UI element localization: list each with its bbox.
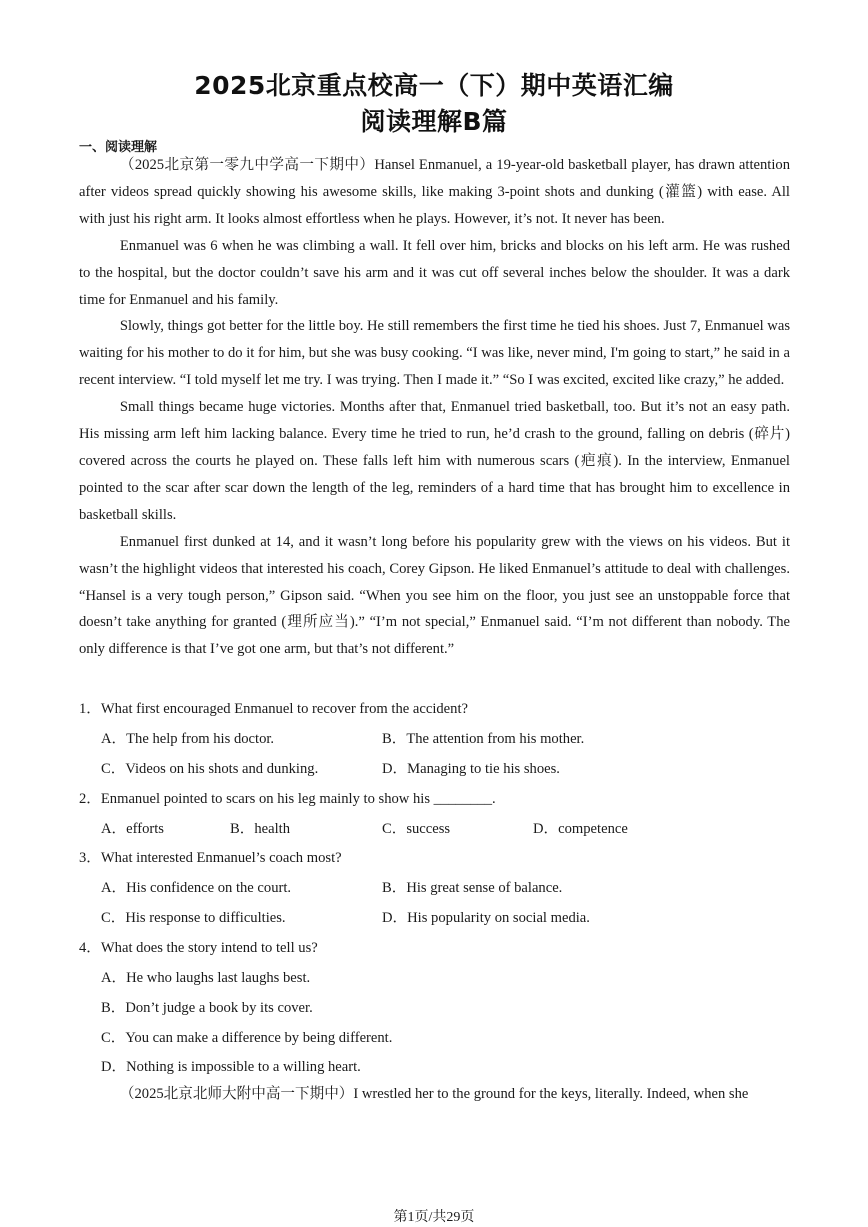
answer-option: C．You can make a difference by being different. — [101, 1030, 393, 1046]
answer-option: B．His great sense of balance. — [382, 880, 563, 896]
answer-option: C．success — [382, 821, 451, 837]
answer-option: B．health — [230, 821, 290, 837]
question-stem: 2．Enmanuel pointed to scars on his leg mainly to show his ________. — [79, 791, 496, 807]
question-stem: 3．What interested Enmanuel’s coach most? — [79, 850, 342, 866]
answer-option: D．Managing to tie his shoes. — [382, 761, 560, 777]
passage-paragraph: Small things became huge victories. Months after that, Enmanuel tried basketball, too. But it’s not an easy path. His missing arm left him lacking balance. Every time he tried to run, he’d crash to the ground, falling on debris (碎片) covered across the courts he played on. These falls left him with numerous scars (疤痕). In the interview, Enmanuel pointed to the scar after scar down the length of the leg, reminders of a hard time that has brought him to excellence in basketball skills. — [79, 399, 790, 523]
answer-option: D．Nothing is impossible to a willing heart. — [101, 1059, 361, 1075]
page-title: 2025北京重点校高一（下）期中英语汇编 — [194, 71, 674, 100]
answer-option: C．His response to difficulties. — [101, 910, 286, 926]
answer-option: B．Don’t judge a book by its cover. — [101, 1000, 313, 1016]
question-stem: 4．What does the story intend to tell us? — [79, 940, 318, 956]
next-passage-start: （2025北京北师大附中高一下期中）I wrestled her to the ground for the keys, literally. Indeed, when she — [119, 1086, 749, 1102]
answer-option: B．The attention from his mother. — [382, 731, 585, 747]
reading-passage — [79, 152, 790, 663]
passage-paragraph: Enmanuel first dunked at 14, and it wasn’t long before his popularity grew with the views on his videos. But it wasn’t the highlight videos that interested his coach, Corey Gipson. He liked Enmanuel’s attitude to deal with challenges. “Hansel is a very tough person,” Gipson said. “When you see him on the floor, you just see an unstoppable force that doesn’t take anything for granted (理所应当).” “I’m not special,” Enmanuel said. “I’m not different than nobody. The only difference is that I’ve got one arm, but that’s not different.” — [79, 533, 790, 658]
answer-option: D．His popularity on social media. — [382, 910, 590, 926]
answer-option: D．competence — [533, 821, 628, 837]
page-subtitle: 阅读理解B篇 — [360, 107, 508, 136]
passage-paragraph: Enmanuel was 6 when he was climbing a wall. It fell over him, bricks and blocks on his left arm. He was rushed to the hospital, but the doctor couldn’t save his arm and it was cut off several inches below the shoulder. It was a dark time for Enmanuel and his family. — [79, 237, 790, 308]
question-stem: 1．What first encouraged Enmanuel to recover from the accident? — [79, 701, 468, 717]
passage-paragraph: Slowly, things got better for the little boy. He still remembers the first time he tied his shoes. Just 7, Enmanuel was waiting for his mother to do it for him, but she was busy cooking. “I was like, never mind, I'm going to start,” he said in a recent interview. “I told myself let me try. I was trying. Then I made it.” “So I was excited, excited like crazy,” he added. — [79, 318, 790, 389]
answer-option: A．He who laughs last laughs best. — [101, 970, 311, 986]
answer-option: A．His confidence on the court. — [101, 880, 292, 896]
answer-option: C．Videos on his shots and dunking. — [101, 761, 319, 777]
answer-option: A．The help from his doctor. — [101, 731, 275, 747]
section-heading: 一、阅读理解 — [79, 140, 158, 155]
answer-option: A．efforts — [101, 821, 164, 837]
page-number: 第1页/共29页 — [393, 1210, 475, 1225]
passage-paragraph: （2025北京第一零九中学高一下期中）Hansel Enmanuel, a 19-year-old basketball player, has drawn attention after videos spread quickly showing his awesome skills, like making 3-point shots and dunking (灌篮) with ease. All with just his right arm. It looks almost effortless when he plays. However, it’s not. It never has been. — [79, 157, 790, 227]
